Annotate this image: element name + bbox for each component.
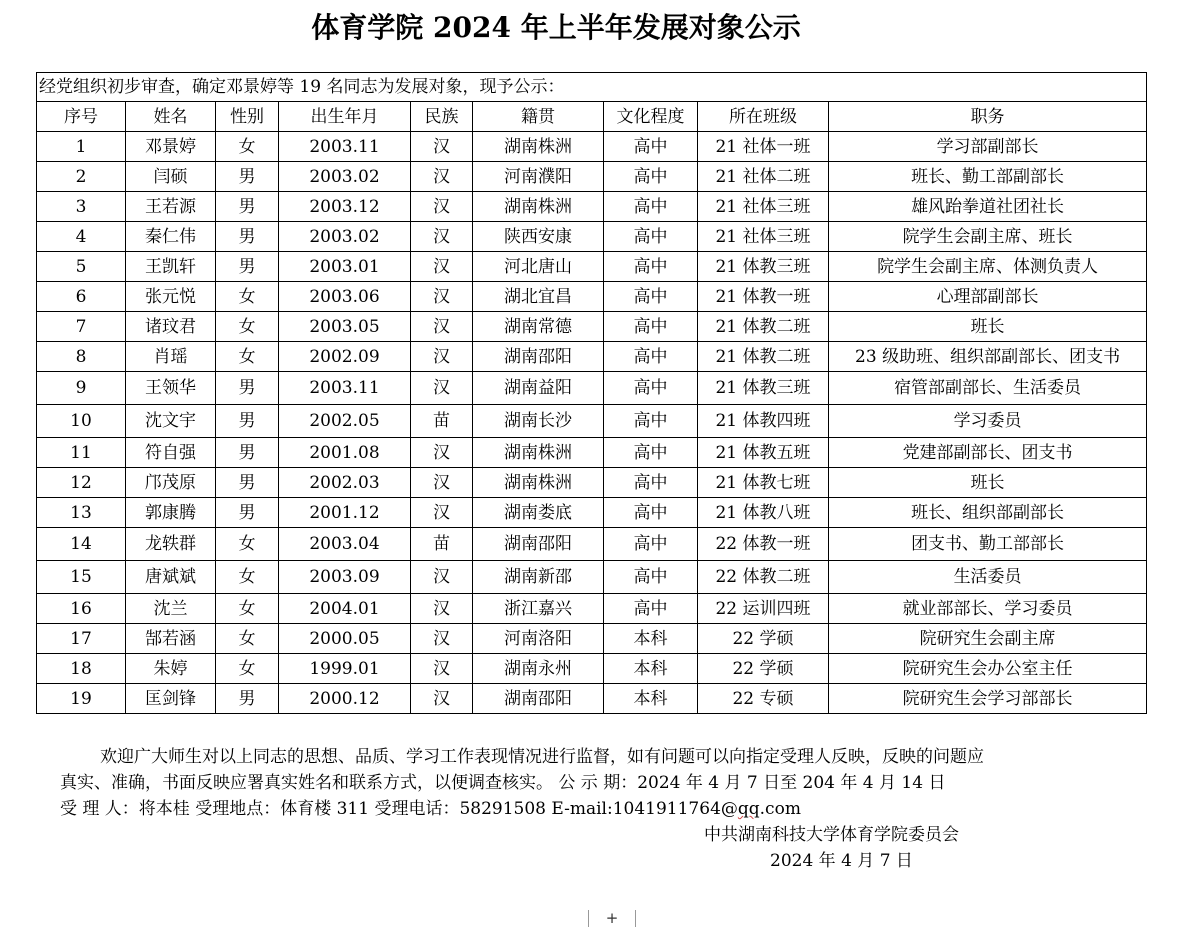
table-row — [37, 498, 1147, 528]
cell-ethnicity: 汉 — [411, 561, 473, 594]
col-header-gender: 性别 — [216, 102, 279, 132]
cell-class: 22 学硕 — [698, 654, 829, 684]
cell-class: 22 体教二班 — [698, 561, 829, 594]
cell-position: 23 级助班、组织部副部长、团支书 — [829, 342, 1147, 372]
cell-gender: 男 — [216, 498, 279, 528]
cell-birth: 2003.01 — [279, 252, 411, 282]
cell-birth: 2003.04 — [279, 528, 411, 561]
cell-index: 10 — [37, 405, 126, 438]
table-row — [37, 654, 1147, 684]
table-row — [37, 372, 1147, 405]
cell-index: 9 — [37, 372, 126, 405]
col-header-education: 文化程度 — [604, 102, 698, 132]
signature-org: 中共湖南科技大学体育学院委员会 — [704, 825, 959, 845]
cell-name: 秦仁伟 — [126, 222, 216, 252]
cell-hometown: 湖南永州 — [473, 654, 604, 684]
table-row — [37, 342, 1147, 372]
cell-gender: 男 — [216, 438, 279, 468]
cell-gender: 女 — [216, 342, 279, 372]
cell-education: 高中 — [604, 312, 698, 342]
cell-index: 6 — [37, 282, 126, 312]
cell-name: 邝茂原 — [126, 468, 216, 498]
cell-education: 高中 — [604, 594, 698, 624]
cell-gender: 女 — [216, 594, 279, 624]
cell-gender: 男 — [216, 372, 279, 405]
cell-birth: 2000.05 — [279, 624, 411, 654]
cell-gender: 女 — [216, 132, 279, 162]
cell-position: 院研究生会办公室主任 — [829, 654, 1147, 684]
table-row — [37, 222, 1147, 252]
table-row — [37, 282, 1147, 312]
cell-hometown: 湖南益阳 — [473, 372, 604, 405]
cell-gender: 女 — [216, 624, 279, 654]
cell-class: 21 体教七班 — [698, 468, 829, 498]
cell-education: 高中 — [604, 342, 698, 372]
cell-gender: 男 — [216, 405, 279, 438]
cell-education: 高中 — [604, 162, 698, 192]
email-tld: .com — [759, 799, 801, 819]
table-row — [37, 132, 1147, 162]
cell-hometown: 湖南株洲 — [473, 192, 604, 222]
cell-birth: 2001.12 — [279, 498, 411, 528]
cell-birth: 2001.08 — [279, 438, 411, 468]
cell-name: 王凯轩 — [126, 252, 216, 282]
cell-class: 21 社体二班 — [698, 162, 829, 192]
cell-index: 11 — [37, 438, 126, 468]
cell-name: 诸玟君 — [126, 312, 216, 342]
email-domain: qq — [737, 799, 760, 819]
cell-gender: 女 — [216, 282, 279, 312]
cell-hometown: 河北唐山 — [473, 252, 604, 282]
cell-position: 雄风跆拳道社团社长 — [829, 192, 1147, 222]
cell-class: 21 体教二班 — [698, 312, 829, 342]
cell-index: 14 — [37, 528, 126, 561]
cell-class: 21 体教一班 — [698, 282, 829, 312]
col-header-birth: 出生年月 — [279, 102, 411, 132]
cell-education: 高中 — [604, 222, 698, 252]
cell-gender: 女 — [216, 654, 279, 684]
cell-ethnicity: 汉 — [411, 372, 473, 405]
cell-hometown: 湖南新邵 — [473, 561, 604, 594]
cell-hometown: 湖南邵阳 — [473, 528, 604, 561]
cell-name: 郜若涵 — [126, 624, 216, 654]
cell-education: 本科 — [604, 624, 698, 654]
cell-hometown: 湖南长沙 — [473, 405, 604, 438]
table-row — [37, 468, 1147, 498]
cell-hometown: 河南濮阳 — [473, 162, 604, 192]
cell-position: 院学生会副主席、班长 — [829, 222, 1147, 252]
cell-ethnicity: 汉 — [411, 312, 473, 342]
col-header-ethnicity: 民族 — [411, 102, 473, 132]
notice-line-2: 真实、准确，书面反映应署真实姓名和联系方式，以便调查核实。 公 示 期：2024 年 4 月 7 日至 204 年 4 月 14 日 — [60, 773, 946, 793]
cell-name: 肖瑶 — [126, 342, 216, 372]
cell-education: 高中 — [604, 405, 698, 438]
cell-index: 1 — [37, 132, 126, 162]
cell-birth: 2003.02 — [279, 162, 411, 192]
cell-ethnicity: 汉 — [411, 282, 473, 312]
cell-class: 22 体教一班 — [698, 528, 829, 561]
cell-index: 3 — [37, 192, 126, 222]
cell-position: 团支书、勤工部部长 — [829, 528, 1147, 561]
cell-education: 高中 — [604, 561, 698, 594]
cell-hometown: 浙江嘉兴 — [473, 594, 604, 624]
cell-hometown: 湖南常德 — [473, 312, 604, 342]
col-header-name: 姓名 — [126, 102, 216, 132]
cell-education: 本科 — [604, 654, 698, 684]
table-row — [37, 162, 1147, 192]
cell-ethnicity: 汉 — [411, 624, 473, 654]
cell-hometown: 湖南邵阳 — [473, 684, 604, 714]
cell-birth: 2003.12 — [279, 192, 411, 222]
intro-text: 经党组织初步审查，确定邓景婷等 19 名同志为发展对象，现予公示： — [37, 73, 1147, 102]
cell-ethnicity: 苗 — [411, 405, 473, 438]
cell-class: 22 专硕 — [698, 684, 829, 714]
cell-class: 21 体教五班 — [698, 438, 829, 468]
notice-line-3 — [60, 796, 801, 822]
cell-gender: 男 — [216, 162, 279, 192]
cell-class: 21 体教二班 — [698, 342, 829, 372]
table-row — [37, 594, 1147, 624]
cell-name: 闫硕 — [126, 162, 216, 192]
table-row — [37, 252, 1147, 282]
cell-position: 生活委员 — [829, 561, 1147, 594]
cell-education: 本科 — [604, 684, 698, 714]
cell-name: 符自强 — [126, 438, 216, 468]
table-row — [37, 405, 1147, 438]
plus-icon: + — [605, 909, 619, 927]
cell-birth: 2003.11 — [279, 132, 411, 162]
cell-class: 21 体教三班 — [698, 372, 829, 405]
cell-name: 邓景婷 — [126, 132, 216, 162]
cell-education: 高中 — [604, 132, 698, 162]
cell-education: 高中 — [604, 468, 698, 498]
cell-ethnicity: 汉 — [411, 252, 473, 282]
cell-index: 12 — [37, 468, 126, 498]
table-row — [37, 624, 1147, 654]
cell-birth: 2002.03 — [279, 468, 411, 498]
table-row — [37, 438, 1147, 468]
cell-class: 22 学硕 — [698, 624, 829, 654]
cell-education: 高中 — [604, 438, 698, 468]
cell-name: 郭康腾 — [126, 498, 216, 528]
table-row — [37, 684, 1147, 714]
cell-index: 16 — [37, 594, 126, 624]
cell-ethnicity: 汉 — [411, 654, 473, 684]
col-header-hometown: 籍贯 — [473, 102, 604, 132]
cell-position: 党建部副部长、团支书 — [829, 438, 1147, 468]
cell-index: 13 — [37, 498, 126, 528]
cell-ethnicity: 汉 — [411, 594, 473, 624]
cell-class: 21 社体三班 — [698, 192, 829, 222]
cell-position: 班长 — [829, 312, 1147, 342]
table-row — [37, 561, 1147, 594]
cell-education: 高中 — [604, 282, 698, 312]
cell-education: 高中 — [604, 192, 698, 222]
cell-index: 18 — [37, 654, 126, 684]
cell-education: 高中 — [604, 498, 698, 528]
cell-birth: 2003.06 — [279, 282, 411, 312]
table-row — [37, 192, 1147, 222]
cell-position: 院研究生会学习部部长 — [829, 684, 1147, 714]
cell-education: 高中 — [604, 252, 698, 282]
cell-education: 高中 — [604, 372, 698, 405]
cell-index: 19 — [37, 684, 126, 714]
table-body — [37, 132, 1147, 714]
cell-position: 班长、勤工部副部长 — [829, 162, 1147, 192]
table-row — [37, 312, 1147, 342]
cell-class: 22 运训四班 — [698, 594, 829, 624]
cell-position: 院学生会副主席、体测负责人 — [829, 252, 1147, 282]
cell-birth: 2003.09 — [279, 561, 411, 594]
cell-ethnicity: 汉 — [411, 192, 473, 222]
cell-gender: 男 — [216, 252, 279, 282]
table-row — [37, 528, 1147, 561]
cell-hometown: 陕西安康 — [473, 222, 604, 252]
cell-name: 唐斌斌 — [126, 561, 216, 594]
cell-hometown: 湖南株洲 — [473, 468, 604, 498]
candidate-table — [36, 72, 1147, 714]
cell-position: 学习委员 — [829, 405, 1147, 438]
cell-index: 2 — [37, 162, 126, 192]
cell-hometown: 湖南邵阳 — [473, 342, 604, 372]
cell-birth: 2003.02 — [279, 222, 411, 252]
cell-gender: 女 — [216, 561, 279, 594]
cell-ethnicity: 苗 — [411, 528, 473, 561]
cell-position: 学习部副部长 — [829, 132, 1147, 162]
cell-name: 沈兰 — [126, 594, 216, 624]
cell-birth: 2004.01 — [279, 594, 411, 624]
cell-position: 班长、组织部副部长 — [829, 498, 1147, 528]
cell-hometown: 湖南株洲 — [473, 438, 604, 468]
cell-class: 21 体教八班 — [698, 498, 829, 528]
col-header-index: 序号 — [37, 102, 126, 132]
cell-ethnicity: 汉 — [411, 498, 473, 528]
cell-gender: 男 — [216, 684, 279, 714]
cell-ethnicity: 汉 — [411, 222, 473, 252]
cell-gender: 男 — [216, 468, 279, 498]
cell-position: 就业部部长、学习委员 — [829, 594, 1147, 624]
cell-position: 宿管部副部长、生活委员 — [829, 372, 1147, 405]
cell-hometown: 湖南娄底 — [473, 498, 604, 528]
cell-gender: 女 — [216, 312, 279, 342]
cell-name: 张元悦 — [126, 282, 216, 312]
cell-ethnicity: 汉 — [411, 162, 473, 192]
cell-ethnicity: 汉 — [411, 342, 473, 372]
cell-index: 7 — [37, 312, 126, 342]
page-title: 体育学院 2024 年上半年发展对象公示 — [311, 11, 801, 44]
cell-birth: 1999.01 — [279, 654, 411, 684]
signature-date: 2024 年 4 月 7 日 — [770, 851, 913, 871]
cell-class: 21 体教四班 — [698, 405, 829, 438]
cell-name: 沈文宇 — [126, 405, 216, 438]
cell-ethnicity: 汉 — [411, 684, 473, 714]
cell-class: 21 社体一班 — [698, 132, 829, 162]
cell-ethnicity: 汉 — [411, 468, 473, 498]
cell-hometown: 湖南株洲 — [473, 132, 604, 162]
cell-index: 17 — [37, 624, 126, 654]
cell-class: 21 体教三班 — [698, 252, 829, 282]
cell-index: 5 — [37, 252, 126, 282]
cell-birth: 2002.09 — [279, 342, 411, 372]
cell-gender: 男 — [216, 192, 279, 222]
cell-index: 4 — [37, 222, 126, 252]
cell-hometown: 河南洛阳 — [473, 624, 604, 654]
cell-name: 王领华 — [126, 372, 216, 405]
page-tab-add-button[interactable] — [588, 910, 636, 927]
cell-hometown: 湖北宜昌 — [473, 282, 604, 312]
col-header-position: 职务 — [829, 102, 1147, 132]
cell-birth: 2002.05 — [279, 405, 411, 438]
cell-name: 匡剑锋 — [126, 684, 216, 714]
cell-birth: 2003.05 — [279, 312, 411, 342]
contact-info: 受 理 人：将本桂 受理地点：体育楼 311 受理电话：58291508 E-mail:1041911764@ — [60, 799, 738, 819]
cell-position: 班长 — [829, 468, 1147, 498]
cell-name: 王若源 — [126, 192, 216, 222]
cell-position: 心理部副部长 — [829, 282, 1147, 312]
cell-name: 朱婷 — [126, 654, 216, 684]
cell-gender: 女 — [216, 528, 279, 561]
cell-index: 8 — [37, 342, 126, 372]
cell-education: 高中 — [604, 528, 698, 561]
cell-gender: 男 — [216, 222, 279, 252]
cell-class: 21 社体三班 — [698, 222, 829, 252]
cell-name: 龙轶群 — [126, 528, 216, 561]
cell-birth: 2000.12 — [279, 684, 411, 714]
col-header-class: 所在班级 — [698, 102, 829, 132]
cell-birth: 2003.11 — [279, 372, 411, 405]
cell-index: 15 — [37, 561, 126, 594]
table-header-row — [37, 102, 1147, 132]
cell-position: 院研究生会副主席 — [829, 624, 1147, 654]
notice-line-1: 欢迎广大师生对以上同志的思想、品质、学习工作表现情况进行监督，如有问题可以向指定受理人反映，反映的问题应 — [100, 747, 984, 767]
cell-ethnicity: 汉 — [411, 438, 473, 468]
cell-ethnicity: 汉 — [411, 132, 473, 162]
